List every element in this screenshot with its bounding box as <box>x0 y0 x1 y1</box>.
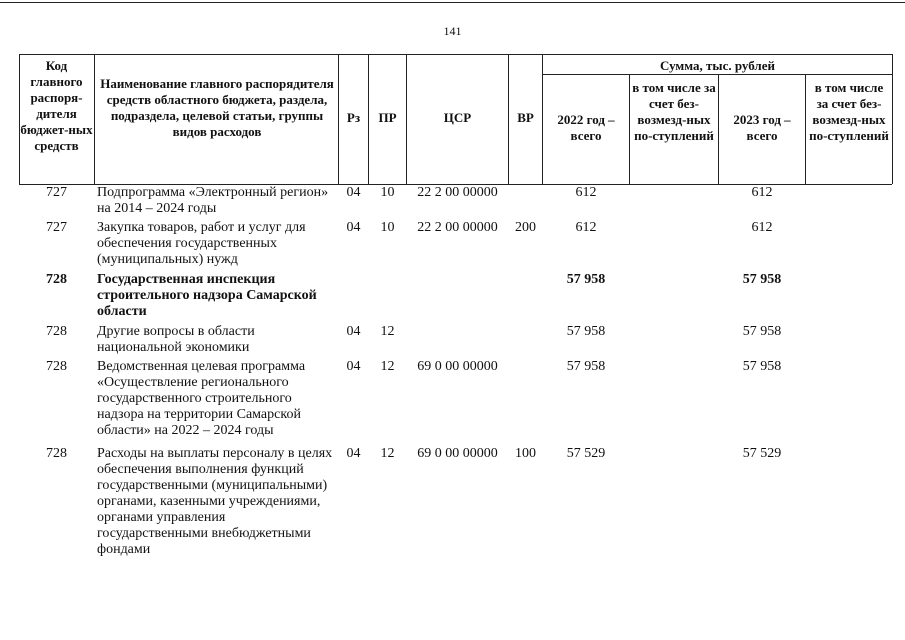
header-csr: ЦСР <box>443 110 472 125</box>
cell-csr: 69 0 00 00000 <box>417 359 498 374</box>
header-sum: Сумма, тыс. рублей <box>660 58 775 73</box>
cell-csr: 22 2 00 00000 <box>417 185 498 200</box>
cell-2023-total: 57 958 <box>742 324 782 339</box>
col-border <box>805 74 806 184</box>
cell-code: 727 <box>46 185 67 200</box>
cell-name: Расходы на выплаты персоналу в целях обеспечения выполнения функций государственными (муниципальными) органами, казенными учреждениями, органами управления государственными внебюджетными фондами <box>97 446 333 557</box>
cell-2022-total: 612 <box>575 185 597 200</box>
header-2023-total: 2023 год – всего <box>733 112 791 143</box>
cell-name: Подпрограмма «Электронный регион» на 2014 – 2024 годы <box>97 185 329 216</box>
cell-2023-total: 612 <box>751 185 773 200</box>
cell-code: 728 <box>46 359 67 374</box>
cell-name: Государственная инспекция строительного надзора Самарской области <box>97 272 317 319</box>
cell-2022-total: 57 958 <box>566 272 606 287</box>
cell-2022-total: 57 529 <box>566 446 606 461</box>
cell-name: Ведомственная целевая программа «Осуществление регионального государственного строительного надзора на территории Самарской области» на 2022 – 2024 годы <box>97 359 306 438</box>
header-2022-total: 2022 год – всего <box>557 112 615 143</box>
cell-vr: 100 <box>515 446 536 461</box>
cell-name: Закупка товаров, работ и услуг для обеспечения государственных (муниципальных) нужд <box>97 220 306 267</box>
cell-name: Другие вопросы в области национальной экономики <box>97 324 255 355</box>
sum-subheader-border <box>542 74 892 75</box>
header-2023-incl: в том числе за счет без-возмезд-ных по-ступлений <box>809 80 889 143</box>
cell-code: 727 <box>46 220 67 235</box>
cell-2023-total: 57 958 <box>742 359 782 374</box>
cell-2022-total: 57 958 <box>566 359 606 374</box>
col-border <box>94 54 95 184</box>
header-top-border <box>19 54 892 55</box>
cell-vr: 200 <box>515 220 536 235</box>
cell-rz: 04 <box>346 324 361 339</box>
cell-pr: 10 <box>380 220 395 235</box>
page-number: 141 <box>443 24 462 38</box>
col-border <box>718 74 719 184</box>
cell-code: 728 <box>46 446 67 461</box>
header-code: Код главного распоря-дителя бюджет-ных средств <box>20 58 93 153</box>
cell-2023-total: 57 958 <box>742 272 782 287</box>
header-pr: ПР <box>378 110 397 125</box>
col-border <box>629 74 630 184</box>
cell-rz: 04 <box>346 446 361 461</box>
header-2022-incl: в том числе за счет без-возмезд-ных по-ступлений <box>632 80 716 143</box>
cell-rz: 04 <box>346 185 361 200</box>
header-vr: ВР <box>517 110 534 125</box>
header-rz: Рз <box>346 110 361 125</box>
cell-rz: 04 <box>346 359 361 374</box>
header-name: Наименование главного распорядителя средств областного бюджета, раздела, подраздела, целевой статьи, группы видов расходов <box>100 76 334 139</box>
cell-code: 728 <box>46 272 67 287</box>
cell-2023-total: 612 <box>751 220 773 235</box>
cell-rz: 04 <box>346 220 361 235</box>
cell-2022-total: 57 958 <box>566 324 606 339</box>
cell-pr: 12 <box>380 359 395 374</box>
cell-pr: 12 <box>380 324 395 339</box>
col-border <box>892 54 893 184</box>
cell-2022-total: 612 <box>575 220 597 235</box>
cell-pr: 12 <box>380 446 395 461</box>
top-rule <box>0 2 905 3</box>
cell-2023-total: 57 529 <box>742 446 782 461</box>
cell-code: 728 <box>46 324 67 339</box>
cell-pr: 10 <box>380 185 395 200</box>
cell-csr: 22 2 00 00000 <box>417 220 498 235</box>
cell-csr: 69 0 00 00000 <box>417 446 498 461</box>
